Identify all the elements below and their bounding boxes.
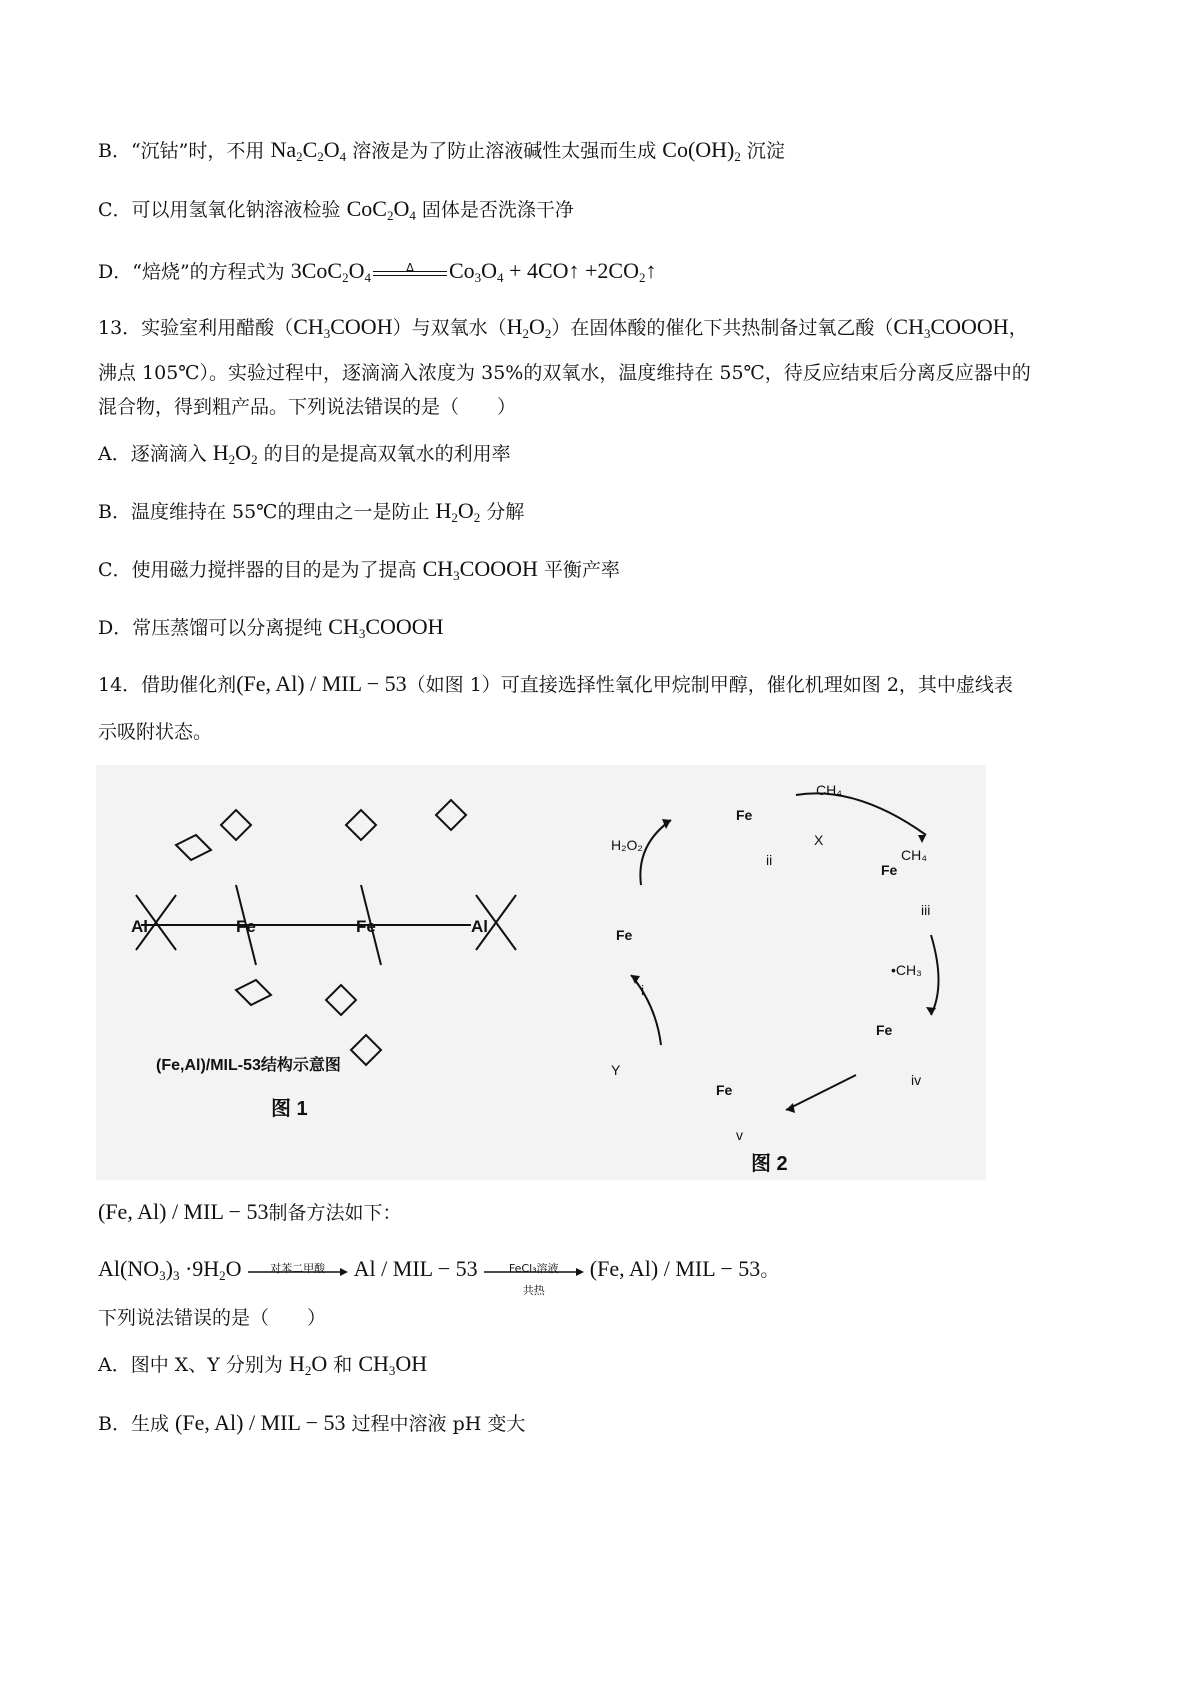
q14-stem-line-1: 14．借助催化剂(Fe, Al) / MIL − 53（如图 1）可直接选择性氧化甲烷制甲醇，催化机理如图 2，其中虚线表 xyxy=(98,671,1013,696)
atom-al-right: Al xyxy=(471,917,488,936)
q13-stem-line-1: 13．实验室利用醋酸$(CH_3COOH)$与双氧水$(H_2O_2)$在固体酸的催化下共热制备过氧乙酸（$CH_3COOOH$， xyxy=(98,314,1028,341)
q14-prep-equation: $Al(NO_3)_3 \cdot 9H_2O$ 对苯二甲酸 Al / MIL − 53 FeCl₃溶液 共热 (Fe, Al) / MIL − 53。 xyxy=(98,1256,780,1297)
option-12-c: C．可以用氢氧化钠溶液检验 $CoC_2O_4$ 固体是否洗涤干净 xyxy=(98,196,574,223)
atom-al-left: Al xyxy=(131,917,148,936)
node-ii-label: ii xyxy=(766,852,773,868)
q14-prep-intro: (Fe, Al) / MIL − 53制备方法如下： xyxy=(98,1199,402,1224)
q14-option-a: A．图中 X、Y 分别为 $H_2O$ 和 $CH_3OH$ xyxy=(98,1351,428,1378)
fig1-label: 图 1 xyxy=(271,1098,308,1120)
q14-question: 下列说法错误的是（ ） xyxy=(98,1307,327,1329)
option-12-b: B．“沉钴”时，不用 $Na_2C_2O_4$ 溶液是为了防止溶液碱性太强而生成 $Co(OH)_2$ 沉淀 xyxy=(98,137,785,164)
q13-option-a: A．逐滴滴入 $H_2O_2$ 的目的是提高双氧水的利用率 xyxy=(98,440,511,467)
heating-equals-sign: Δ xyxy=(373,264,447,282)
node-i-label: i xyxy=(641,982,645,998)
q13-stem-line-2: 沸点 105℃）。实验过程中，逐滴滴入浓度为 35%的双氧水，温度维持在 55℃，待反应结束后分离反应器中的 xyxy=(98,362,1031,384)
fig1-caption: (Fe,Al)/MIL-53结构示意图 xyxy=(156,1057,341,1074)
node-iii-fe: Fe xyxy=(881,862,898,878)
mechanism-figure xyxy=(96,765,986,1180)
adsorbed-ch4: CH₄ xyxy=(901,847,927,863)
node-i-fe: Fe xyxy=(616,927,633,943)
node-iii-label: iii xyxy=(921,902,931,918)
reaction-arrow-1: 对苯二甲酸 xyxy=(248,1257,348,1285)
atom-fe-left: Fe xyxy=(236,917,256,936)
node-v-label: v xyxy=(736,1127,743,1143)
q14-option-b: B．生成 (Fe, Al) / MIL − 53 过程中溶液 pH 变大 xyxy=(98,1410,526,1435)
reagent-h2o2: H₂O₂ xyxy=(611,837,643,853)
node-iv-label: iv xyxy=(911,1072,922,1088)
q13-option-c: C．使用磁力搅拌器的目的是为了提高 $CH_3COOOH$ 平衡产率 xyxy=(98,556,620,583)
q13-stem-line-3: 混合物，得到粗产品。下列说法错误的是（ ） xyxy=(98,396,517,418)
node-iv-fe: Fe xyxy=(876,1022,893,1038)
product-x: X xyxy=(814,832,824,848)
reagent-ch4: CH₄ xyxy=(816,782,842,798)
node-v-fe: Fe xyxy=(716,1082,733,1098)
q13-option-d: D．常压蒸馏可以分离提纯 $CH_3COOOH$ xyxy=(98,614,444,641)
node-ii-fe: Fe xyxy=(736,807,753,823)
fig2-label: 图 2 xyxy=(751,1153,788,1175)
option-12-d: D．“焙烧”的方程式为 $3CoC_2O_4$ Δ $Co_3O_4$ + 4CO↑ $+2CO_2↑$ xyxy=(98,258,657,285)
q13-option-b: B．温度维持在 55℃的理由之一是防止 $H_2O_2$ 分解 xyxy=(98,498,525,525)
reaction-arrow-2: FeCl₃溶液 共热 xyxy=(484,1257,584,1285)
atom-fe-right: Fe xyxy=(356,917,376,936)
figures-1-and-2 xyxy=(96,765,986,1180)
methyl-radical: •CH₃ xyxy=(891,962,922,978)
product-y: Y xyxy=(611,1062,621,1078)
q14-stem-line-2: 示吸附状态。 xyxy=(98,721,213,743)
